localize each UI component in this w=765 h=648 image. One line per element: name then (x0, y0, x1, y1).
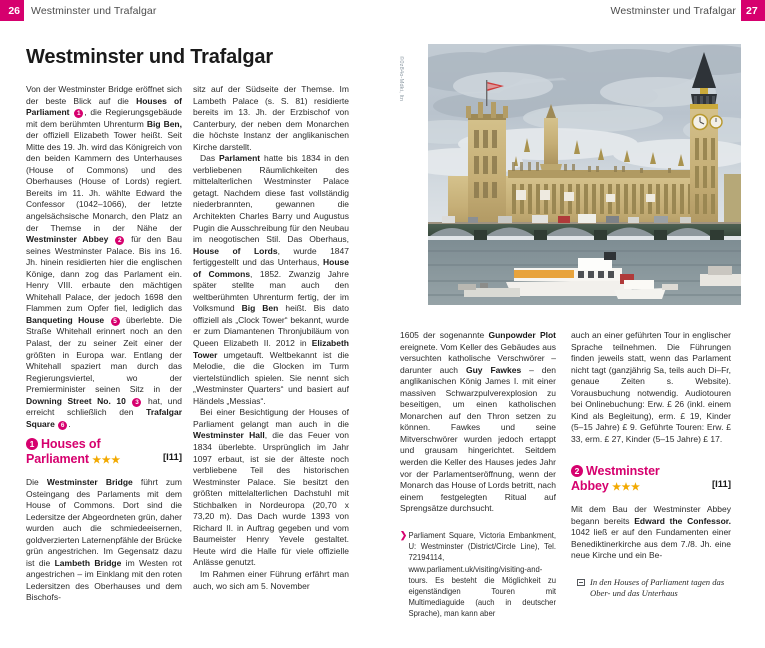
body-column-1 (26, 84, 182, 430)
paragraph: Mit dem Bau der Westminster Abbey begann bereits Edward the Confessor. 1042 ließ er auf den Fundamenten einer Benediktinerkirche aus dem 7./8. Jh. eine neue Kirche und ein Be- (571, 504, 731, 561)
photo-caption (590, 577, 740, 600)
poi-map-reference: [I11] (711, 479, 731, 490)
running-head-label-left: Westminster und Trafalgar (31, 5, 157, 17)
paragraph: Die Westminster Bridge führt zum Osteingang des Parlaments mit dem House of Commons. Dort sind die Ledersitze der Abgeordneten grün, daher wurden auch die schmiedeeisernen, goldverzierten Laternenpfähle der Brücke grün angestrichen. Im Gegensatz dazu ist die Lambeth Bridge im Westen rot angestrichen – im Einklang mit den roten Ledersitzen des Oberhauses und dem Bischofs- (26, 477, 182, 603)
poi-title-line1: Westminster (586, 464, 660, 478)
poi-title-line2: Parliament (26, 451, 89, 466)
caption-line1: In den Houses of Parliament (590, 577, 689, 587)
folio-right: 27 (741, 0, 765, 21)
paragraph: auch an einer geführten Tour in englischer Sprache teilnehmen. Die Führungen finden jeweils statt, wenn das Parlament nicht tagt (ganzjährig Sa, teils auch Di–Fr, genaue Zeiten s. Website). Vorausbuchung notwendig. Audiotouren bei Onlinebuchung: Erw. £ 26 (inkl. einem Kind als Begleitung), erm. £ 19, Kinder (5–15 Jahre) £ 9. Geführte Touren: Erw. £ 33, erm. £ 27, Kinder (5–15 Jahre) £ 17. (571, 330, 731, 444)
poi-marker-3: 3 (132, 398, 141, 407)
practical-info-text: Parliament Square, Victoria Embankment, U: Westminster (District/Circle Line), Tel. 72194114, www.parliament.uk/visiting/visiting-and-tours. Es besteht die Möglichkeit zu eigenständigen Touren mit Multimediaguide (auch in deutscher Sprache), man kann aber (408, 531, 557, 619)
poi-marker-2: 2 (115, 236, 124, 245)
running-head-left-page (0, 0, 382, 24)
poi-body-westminster-abbey (571, 504, 731, 562)
running-head-label-right: Westminster und Trafalgar (610, 5, 736, 17)
poi-title-line1: Houses of (41, 437, 101, 451)
body-column-4 (571, 330, 731, 445)
caption-line2: tagen das Ober- und das Unterhaus (590, 577, 725, 599)
poi-rating-stars: ★★★ (92, 454, 121, 466)
folio-left: 26 (0, 0, 24, 21)
body-column-3 (400, 330, 556, 515)
arrow-right-icon: ❯ (400, 530, 408, 540)
poi-marker-1: 1 (74, 109, 83, 118)
practical-info-block (400, 530, 556, 620)
poi-rating-stars: ★★★ (612, 481, 641, 493)
page-title: Westminster und Trafalgar (26, 46, 273, 68)
poi-body-houses-of-parliament (26, 477, 182, 604)
poi-marker-6: 6 (58, 421, 67, 430)
paragraph: 1605 der sogenannte Gunpowder Plot ereignete. Vom Keller des Gebäudes aus versuchten katholische Verschwörer – darunter auch Guy Fawkes – den anglikanischen König James I. mit einer massiven Schwarzpulverexplosion zu beseitigen, um einen katholischen Monarchen auf den Thron setzen zu können. Fawkes und seine Mitverschwörer wurden jedoch ertappt und grausam hingerichtet. Seitdem werden die Keller des Hauses jedes Jahr vor der Parlamentseröffnung, wenn der Monarch das House of Lords betritt, nach einem festgelegten Ritual auf Sprengsätze durchsucht. (400, 330, 556, 514)
paragraph: sitz auf der Südseite der Themse. Im Lambeth Palace (s. S. 81) residierte bereits im 13. Jh. der Erzbischof von Canterbury, der neben dem Monarchen die höchste Instanz der anglikanischen Kirche darstellt. (193, 84, 349, 152)
poi-number-badge-2: 2 (571, 465, 583, 477)
poi-title-line2: Abbey (571, 478, 609, 493)
photo-credit: ©0z84o-Mdki, ltn (398, 56, 404, 102)
poi-number-badge-1: 1 (26, 438, 38, 450)
poi-heading-houses-of-parliament (26, 437, 182, 468)
poi-map-reference: [I11] (162, 452, 182, 463)
paragraph: Das Parlament hatte bis 1834 in den verbliebenen Räumlichkeiten des mittelalterlichen Westminster Palace getagt. Nachdem diese fast vollständig niederbrannten, gewannen die Architekten Charles Barry und Augustus Pugin die Ausschreibung für den Neubau im neogotischen Stil. Das Oberhaus, House of Lords, wurde 1847 fertiggestellt und das Unterhaus, House of Commons, 1852. Zwanzig Jahre später stellte man auch den weltberühmten Uhrenturm fertig, der im Volksmund Big Ben heißt. Bis dato offiziell als „Clock Tower“ bekannt, wurde er zum Diamantenen Thronjubiläum von Queen Elizabeth II. 2012 in Elizabeth Tower umgetauft. Weltbekannt ist die Melodie, die die Glocken im Turm viertelstündlich spielen. Sie nennt sich „Westminster Quarters“ und basiert auf Händels „Messias“. (193, 153, 349, 406)
paragraph: Im Rahmen einer Führung erfährt man auch, wo sich am 5. November (193, 568, 349, 591)
paragraph: Von der Westminster Bridge eröffnet sich der beste Blick auf die Houses of Parliament 1 , die Regierungsgebäude mit dem berühmten Uhrenturm Big Ben, der offiziell Elizabeth Tower heißt. Seit Mitte des 19. Jh. wird das Königreich von den beiden Kammern des Unterhauses (House of Commons) und des Oberhauses (House of Lords) regiert. Bereits im 11. Jh. wählte Edward the Confessor (1042–1066), der letzte angelsächsische Monarch, den Platz an der Themse in der Nähe der Westminster Abbey 2 für den Bau seines Westminster Palace. Bis ins 16. Jh. hinein residierten hier die englischen Könige, dann zog das Parlament ein. Henry VIII. erbaute den mächtigen Whitehall Palace, der jedoch 1698 den Flammen zum Opfer fiel, lediglich das Banqueting House 5 überlebte. Die Straße Whitehall erinnert noch an den Palast, der zu seiner Zeit einer der größten in Europa war. Entlang der Whitehall spaziert man durch das Regierungsviertel, wo der Premierminister seinen Sitz in der Downing Street No. 10 3 hat, und erreicht schließlich den Trafalgar Square 6 . (26, 84, 183, 429)
running-head-right-page (383, 0, 765, 24)
paragraph: Bei einer Besichtigung der Houses of Parliament gelangt man auch in die Westminster Hall, die das Feuer von 1834 überlebte. Ursprünglich im Jahr 1097 erbaut, ist sie der älteste noch verbliebene Teil des historischen Westminster Palace. Sie besitzt den größten mittelalterlichen Dachstuhl mit Stichbalken in Nordeuropa (20,70 x 73,20 m). Das Dach wurde 1393 von Richard II. in Auftrag gegeben und vom Baumeister Henry Yevele gestaltet. Heute wird die Halle für viele offizielle Anlässe genutzt. (193, 407, 350, 568)
photo-houses-of-parliament (428, 44, 741, 305)
poi-marker-5: 5 (111, 317, 120, 326)
body-column-2 (193, 84, 349, 592)
photo-icon (577, 579, 585, 586)
poi-heading-westminster-abbey (571, 464, 731, 495)
